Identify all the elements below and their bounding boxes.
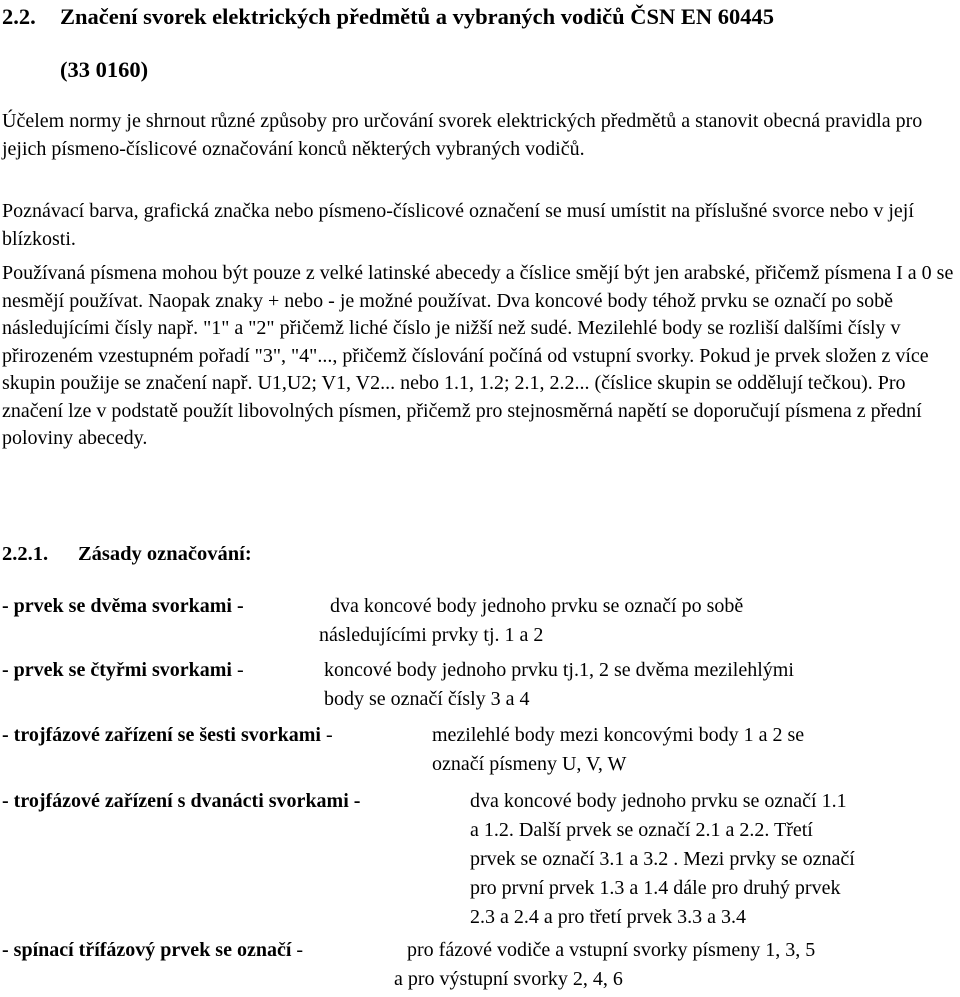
subsection-number: 2.2.1.	[2, 543, 49, 565]
subsection-heading	[2, 540, 252, 568]
rule-text-line: prvek se označí 3.1 a 3.2 . Mezi prvky se označí	[470, 848, 855, 870]
subsection-title: Zásady označování:	[78, 543, 252, 565]
rule-term: - trojfázové zařízení s dvanácti svorkami -	[2, 790, 361, 812]
section-title-line2: (33 0160)	[60, 57, 149, 82]
rule-text-line: a 1.2. Další prvek se označí 2.1 a 2.2. Třetí	[470, 819, 813, 841]
section-heading	[2, 2, 952, 82]
rule-separator: -	[231, 659, 244, 681]
rule-text-line: následujícími prvky tj. 1 a 2	[319, 624, 544, 646]
rule-text-line: pro první prvek 1.3 a 1.4 dále pro druhý prvek	[470, 877, 841, 899]
rule-term: - prvek se dvěma svorkami -	[2, 595, 244, 617]
rule-switching-three-phase	[2, 936, 816, 990]
paragraph-purpose: Účelem normy je shrnout různé způsoby pro určování svorek elektrických předmětů a stanovit obecná pravidla pro jejich písmeno-číslicové označování konců některých vybraných vodičů.	[2, 110, 923, 160]
rule-text-line: dva koncové body jednoho prvku se označí po sobě	[330, 595, 744, 617]
section-number: 2.2.	[2, 4, 36, 29]
rule-text-line: dva koncové body jednoho prvku se označí 1.1	[470, 790, 847, 812]
rule-text-line: 2.3 a 2.4 a pro třetí prvek 3.3 a 3.4	[470, 906, 747, 928]
section-title-line1: Značení svorek elektrických předmětů a vybraných vodičů ČSN EN 60445	[60, 4, 774, 29]
rule-text-line: a pro výstupní svorky 2, 4, 6	[394, 968, 623, 990]
rule-term: - spínací třífázový prvek se označí	[2, 939, 292, 961]
rule-separator: -	[320, 724, 333, 746]
rule-separator: -	[291, 939, 304, 961]
paragraph-identification: Poznávací barva, grafická značka nebo písmeno-číslicové označení se musí umístit na příslušné svorce nebo v její blízkosti.	[2, 200, 914, 250]
rule-term: - trojfázové zařízení se šesti svorkami	[2, 724, 321, 746]
rule-text-line: body se označí čísly 3 a 4	[324, 688, 530, 710]
rule-three-phase-six	[2, 721, 805, 775]
rule-text-line: koncové body jednoho prvku tj.1, 2 se dvěma mezilehlými	[324, 659, 794, 681]
rule-three-phase-twelve	[2, 787, 855, 928]
paragraph-letters-numbers: Používaná písmena mohou být pouze z velké latinské abecedy a číslice smějí být jen arabské, přičemž písmena I a 0 se nesmějí používat. Naopak znaky + nebo - je možné používat. Dva koncové body téhož prvku se označí po sobě následujícími čísly např. "1" a "2" přičemž liché číslo je nižší než sudé. Mezilehlé body se rozliší dalšími čísly v přirozeném vzestupném pořadí "3", "4"..., přičemž číslování počíná od vstupní svorky. Pokud je prvek složen z více skupin použije se značení např. U1,U2; V1, V2... nebo 1.1, 1.2; 2.1, 2.2... (číslice skupin se oddělují tečkou). Pro značení lze v podstatě použít libovolných písmen, přičemž pro stejnosměrná napětí se doporučují písmena z přední poloviny abecedy.	[2, 262, 954, 449]
rule-two-terminals	[2, 592, 744, 646]
rule-text-line: pro fázové vodiče a vstupní svorky písmeny 1, 3, 5	[407, 939, 816, 961]
rule-term: - prvek se čtyřmi svorkami	[2, 659, 232, 681]
rule-text-line: mezilehlé body mezi koncovými body 1 a 2 se	[432, 724, 805, 746]
rule-text-line: označí písmeny U, V, W	[432, 753, 627, 775]
rule-four-terminals	[2, 656, 794, 710]
